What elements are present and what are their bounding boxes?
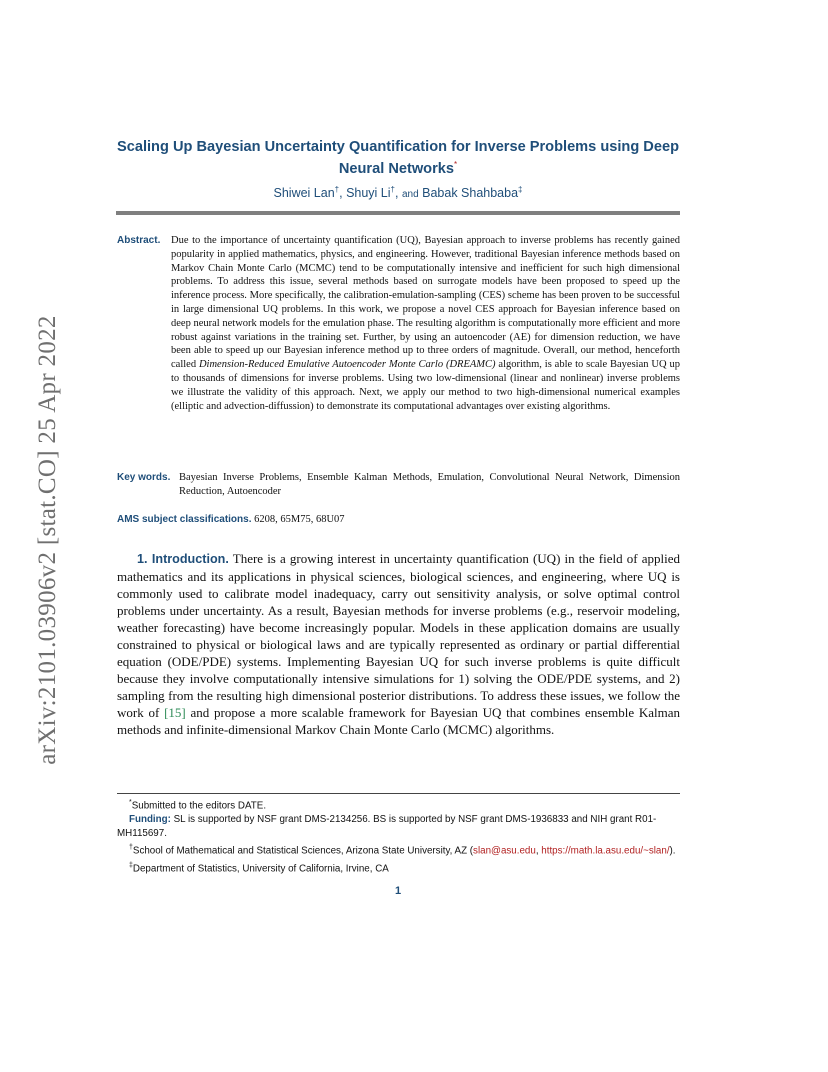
keywords-label: Key words.	[117, 472, 171, 483]
author-separator: ,	[339, 186, 347, 201]
affiliation-text: Department of Statistics, University of California, Irvine, CA	[132, 862, 389, 874]
footnote-mark: *	[129, 799, 132, 806]
footnote-mark: †	[129, 844, 133, 852]
abstract-body	[171, 234, 680, 413]
title-divider	[116, 211, 680, 215]
ams-label: AMS subject classifications.	[117, 514, 252, 525]
author-name: Shiwei Lan	[273, 186, 335, 201]
citation-link[interactable]: [15]	[164, 705, 186, 720]
footnote-text: Submitted to the editors DATE.	[131, 800, 267, 812]
footnote-mark: ‡	[129, 861, 133, 869]
ams-classification-section	[117, 514, 680, 525]
footnote-submitted	[117, 796, 680, 813]
author-list	[110, 185, 686, 200]
abstract-label: Abstract.	[117, 235, 161, 246]
funding-label: Funding:	[129, 814, 171, 826]
paper-title-text: Scaling Up Bayesian Uncertainty Quantification for Inverse Problems using Deep Neural Networks	[116, 139, 679, 177]
ams-codes: 6208, 65M75, 68U07	[254, 514, 345, 525]
method-name: Dimension-Reduced Emulative Autoencoder Monte Carlo (DREAMC)	[198, 359, 496, 371]
author-separator: ,	[395, 186, 402, 201]
footnotes	[117, 796, 680, 876]
affiliation-text-end: ).	[669, 845, 676, 857]
author-and: and	[401, 189, 419, 201]
intro-text: and propose a more scalable framework for Bayesian UQ that combines ensemble Kalman methods and infinite-dimensional Markov Chain Monte Carlo (MCMC) algorithms.	[117, 705, 680, 737]
keywords-section	[117, 471, 680, 499]
paper-title	[110, 138, 686, 178]
funding-text: SL is supported by NSF grant DMS-2134256. BS is supported by NSF grant DMS-1936833 and NIH grant R01-MH115697.	[117, 814, 657, 840]
email-link[interactable]: slan@asu.edu	[473, 845, 536, 857]
affiliation-separator: ,	[535, 845, 542, 857]
introduction-paragraph	[117, 550, 680, 738]
keywords-text: Bayesian Inverse Problems, Ensemble Kalman Methods, Emulation, Convolutional Neural Network, Dimension Reduction, Autoencoder	[179, 472, 680, 497]
abstract-section	[117, 234, 680, 413]
homepage-link[interactable]: https://math.la.asu.edu/~slan/	[541, 845, 670, 857]
author-name: Babak Shahbaba	[422, 186, 519, 201]
footnote-divider	[117, 793, 680, 794]
author-footnote-mark[interactable]: ‡	[518, 185, 523, 194]
title-footnote-mark[interactable]: *	[454, 160, 458, 169]
intro-text: There is a growing interest in uncertainty quantification (UQ) in the field of applied mathematics and its applications in physical sciences, biological sciences, and engineering, where UQ is commonly used to calibrate model inadequacy, carry out sensitivity analysis, or solve optimal control problems under uncertainty. As a result, Bayesian methods for inverse problems (e.g., reservoir modeling, weather forecasting) have become increasingly popular. Models in these application domains are usually constrained to physical or biological laws and are typically represented as ordinary or partial differential equation (ODE/PDE) systems. Implementing Bayesian UQ for such inverse problems is quite difficult because they involve computationally intensive simulations for 1) solving the ODE/PDE systems, and 2) sampling from the resulting high dimensional posterior distributions. To address these issues, we follow the work of	[117, 551, 680, 720]
footnote-funding	[117, 813, 680, 841]
affiliation-text: School of Mathematical and Statistical Sciences, Arizona State University, AZ (	[132, 845, 474, 857]
section-heading: 1. Introduction.	[137, 552, 229, 566]
footnote-affiliation	[117, 841, 680, 858]
abstract-text: Due to the importance of uncertainty quantification (UQ), Bayesian approach to inverse problems has recently gained popularity in applied mathematics, physics, and engineering. However, traditional Bayesian inference methods based on Markov Chain Monte Carlo (MCMC) tend to be computationally intensive and inefficient for such high dimensional problems. To address this issue, several methods based on surrogate models have been proposed to speed up the inference process. More specifically, the calibration-emulation-sampling (CES) scheme has been proven to be successful in large dimensional UQ problems. In this work, we propose a novel CES approach for Bayesian inference based on deep neural network models for the emulation phase. The resulting algorithm is computationally more efficient and more robust against variations in the training set. Further, by using an autoencoder (AE) for dimension reduction, we have been able to speed up our Bayesian inference method up to three orders of magnitude. Overall, our method, henceforth called	[171, 235, 680, 371]
arxiv-identifier-stamp: arXiv:2101.03906v2 [stat.CO] 25 Apr 2022	[34, 315, 61, 765]
abstract-text: algorithm, is able to scale Bayesian UQ up to thousands of dimensions for inverse problems. Using two low-dimensional (linear and nonlinear) inverse problems we illustrate the validity of this approach. Next, we apply our method to two high-dimensional numerical examples (elliptic and advection-diffussion) to demonstrate its computational advantages over existing algorithms.	[171, 359, 680, 412]
author-footnote-mark[interactable]: †	[334, 185, 340, 194]
author-name: Shuyi Li	[346, 186, 391, 201]
author-footnote-mark[interactable]: †	[390, 185, 395, 194]
footnote-affiliation	[117, 859, 680, 876]
page-number: 1	[394, 885, 402, 897]
